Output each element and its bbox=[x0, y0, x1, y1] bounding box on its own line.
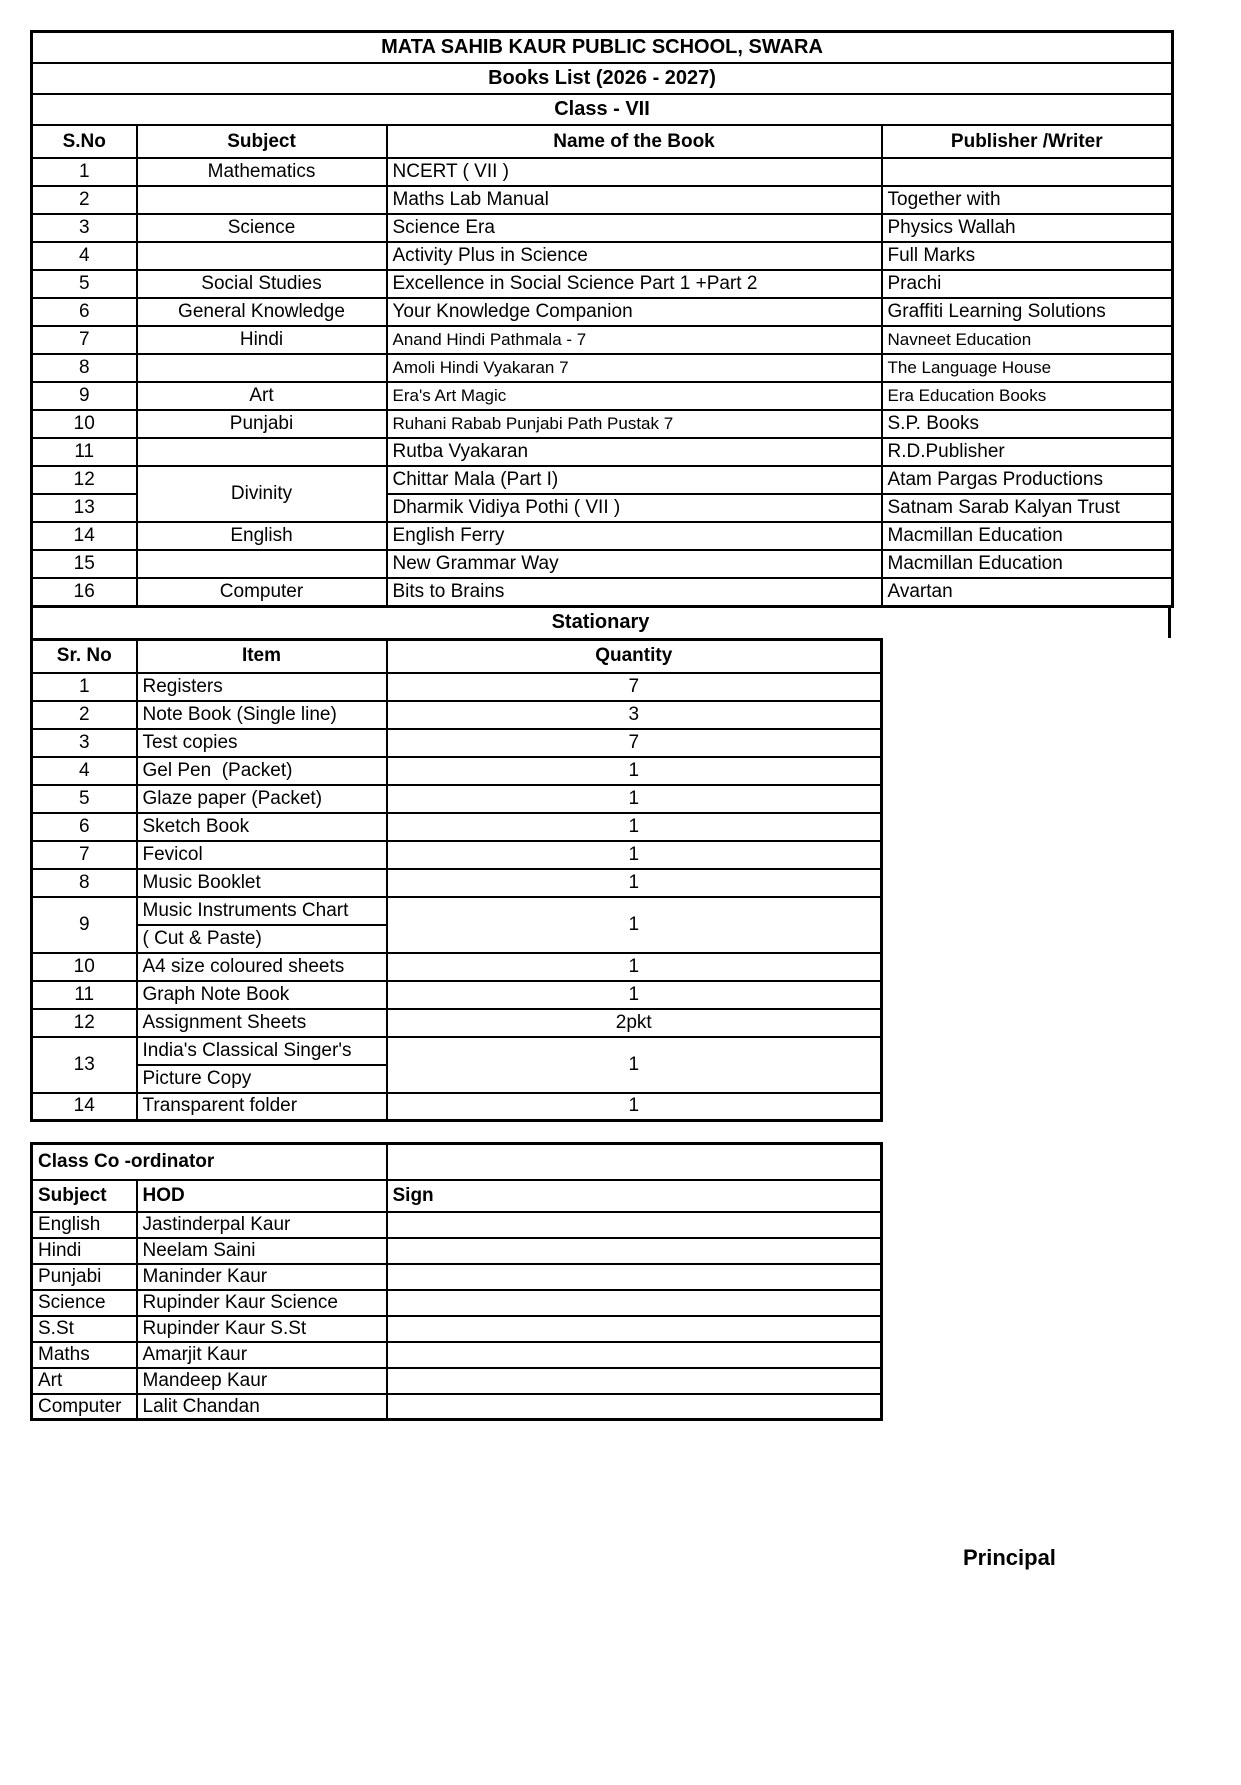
book-row-subject bbox=[137, 354, 387, 382]
book-row-publisher: R.D.Publisher bbox=[882, 438, 1173, 466]
stationary-row-quantity: 1 bbox=[387, 897, 882, 953]
coordinator-row-subject: S.St bbox=[32, 1316, 137, 1342]
book-row bbox=[32, 550, 1173, 578]
stationary-row-item-line1: Music Instruments Chart bbox=[137, 897, 387, 925]
stationary-row bbox=[32, 729, 882, 757]
book-row-sno: 15 bbox=[32, 550, 137, 578]
coordinator-row-sign bbox=[387, 1290, 882, 1316]
stationary-row-srno: 2 bbox=[32, 701, 137, 729]
book-row-publisher: Satnam Sarab Kalyan Trust bbox=[882, 494, 1173, 522]
book-row-name: Anand Hindi Pathmala - 7 bbox=[387, 326, 882, 354]
coordinator-row bbox=[32, 1212, 882, 1238]
book-row bbox=[32, 410, 1173, 438]
stationary-header-item: Item bbox=[137, 639, 387, 673]
stationary-row-quantity: 2pkt bbox=[387, 1009, 882, 1037]
coordinator-row-sign bbox=[387, 1212, 882, 1238]
stationary-row-quantity: 7 bbox=[387, 729, 882, 757]
book-row-sno: 12 bbox=[32, 466, 137, 494]
stationary-row-item: Graph Note Book bbox=[137, 981, 387, 1009]
stationary-section-title: Stationary bbox=[30, 608, 1171, 638]
stationary-header-row bbox=[32, 639, 882, 673]
book-row-name: Ruhani Rabab Punjabi Path Pustak 7 bbox=[387, 410, 882, 438]
books-list-title-row bbox=[32, 63, 1173, 94]
stationary-row bbox=[32, 869, 882, 897]
book-row-publisher: Full Marks bbox=[882, 242, 1173, 270]
coordinator-row-subject: Art bbox=[32, 1368, 137, 1394]
stationary-row-quantity: 1 bbox=[387, 1037, 882, 1093]
stationary-row-srno: 4 bbox=[32, 757, 137, 785]
book-row-name: Era's Art Magic bbox=[387, 382, 882, 410]
books-header-sno: S.No bbox=[32, 125, 137, 158]
book-row-publisher: Avartan bbox=[882, 578, 1173, 606]
stationary-row-srno: 8 bbox=[32, 869, 137, 897]
book-row-sno: 6 bbox=[32, 298, 137, 326]
book-row-subject: Hindi bbox=[137, 326, 387, 354]
book-row-sno: 1 bbox=[32, 158, 137, 186]
book-row-subject: Computer bbox=[137, 578, 387, 606]
book-row-subject bbox=[137, 242, 387, 270]
coordinator-row-hod: Neelam Saini bbox=[137, 1238, 387, 1264]
stationary-row-srno: 11 bbox=[32, 981, 137, 1009]
book-row bbox=[32, 298, 1173, 326]
book-row-name: Chittar Mala (Part I) bbox=[387, 466, 882, 494]
book-row-name: Rutba Vyakaran bbox=[387, 438, 882, 466]
stationary-row-item: Sketch Book bbox=[137, 813, 387, 841]
books-table-body bbox=[32, 158, 1173, 606]
stationary-row-srno: 13 bbox=[32, 1037, 137, 1093]
book-row-subject bbox=[137, 550, 387, 578]
book-row bbox=[32, 466, 1173, 494]
book-row-name: Activity Plus in Science bbox=[387, 242, 882, 270]
stationary-row-quantity: 7 bbox=[387, 673, 882, 701]
stationary-row-item: Test copies bbox=[137, 729, 387, 757]
coordinator-title-empty-cell bbox=[387, 1144, 882, 1180]
stationary-row bbox=[32, 981, 882, 1009]
book-row-publisher: S.P. Books bbox=[882, 410, 1173, 438]
book-row-subject bbox=[137, 438, 387, 466]
coordinator-section-title: Class Co -ordinator bbox=[32, 1144, 387, 1180]
books-header-publisher: Publisher /Writer bbox=[882, 125, 1173, 158]
coordinator-title-row bbox=[32, 1144, 882, 1180]
coordinator-row-sign bbox=[387, 1316, 882, 1342]
stationary-row bbox=[32, 813, 882, 841]
book-row-sno: 3 bbox=[32, 214, 137, 242]
book-row bbox=[32, 578, 1173, 606]
stationary-row-srno: 3 bbox=[32, 729, 137, 757]
coordinator-header-subject: Subject bbox=[32, 1180, 137, 1212]
coordinator-row-subject: English bbox=[32, 1212, 137, 1238]
coordinator-row-subject: Hindi bbox=[32, 1238, 137, 1264]
document-page bbox=[0, 30, 1241, 1785]
book-row-sno: 8 bbox=[32, 354, 137, 382]
coordinator-row-subject: Science bbox=[32, 1290, 137, 1316]
coordinator-row bbox=[32, 1368, 882, 1394]
coordinator-row-subject: Punjabi bbox=[32, 1264, 137, 1290]
stationary-table-body bbox=[32, 673, 882, 1121]
coordinator-row bbox=[32, 1290, 882, 1316]
stationary-row bbox=[32, 1037, 882, 1065]
books-list-title: Books List (2026 - 2027) bbox=[32, 63, 1173, 94]
book-row-name: NCERT ( VII ) bbox=[387, 158, 882, 186]
coordinator-row-hod: Amarjit Kaur bbox=[137, 1342, 387, 1368]
stationary-row-quantity: 1 bbox=[387, 785, 882, 813]
stationary-row-item: Note Book (Single line) bbox=[137, 701, 387, 729]
stationary-row-srno: 6 bbox=[32, 813, 137, 841]
coordinator-row-hod: Rupinder Kaur S.St bbox=[137, 1316, 387, 1342]
stationary-row-srno: 7 bbox=[32, 841, 137, 869]
stationary-row bbox=[32, 841, 882, 869]
coordinator-header-hod: HOD bbox=[137, 1180, 387, 1212]
class-title-row bbox=[32, 94, 1173, 125]
book-row bbox=[32, 270, 1173, 298]
stationary-row-item: Fevicol bbox=[137, 841, 387, 869]
stationary-row-quantity: 3 bbox=[387, 701, 882, 729]
book-row-sno: 10 bbox=[32, 410, 137, 438]
book-row-subject: Science bbox=[137, 214, 387, 242]
stationary-row-srno: 10 bbox=[32, 953, 137, 981]
book-row-publisher: Macmillan Education bbox=[882, 550, 1173, 578]
coordinator-row bbox=[32, 1394, 882, 1420]
book-row bbox=[32, 438, 1173, 466]
book-row-sno: 2 bbox=[32, 186, 137, 214]
book-row-name: Science Era bbox=[387, 214, 882, 242]
stationary-row bbox=[32, 701, 882, 729]
book-row-publisher: Atam Pargas Productions bbox=[882, 466, 1173, 494]
coordinator-row-hod: Rupinder Kaur Science bbox=[137, 1290, 387, 1316]
coordinator-row bbox=[32, 1342, 882, 1368]
book-row-name: Amoli Hindi Vyakaran 7 bbox=[387, 354, 882, 382]
books-header-subject: Subject bbox=[137, 125, 387, 158]
book-row-name: New Grammar Way bbox=[387, 550, 882, 578]
coordinator-row-sign bbox=[387, 1368, 882, 1394]
stationary-row-item-line2: Picture Copy bbox=[137, 1065, 387, 1093]
stationary-row bbox=[32, 953, 882, 981]
stationary-header-quantity: Quantity bbox=[387, 639, 882, 673]
stationary-row-quantity: 1 bbox=[387, 1093, 882, 1121]
book-row-sno: 5 bbox=[32, 270, 137, 298]
school-name-row bbox=[32, 32, 1173, 64]
book-row-name: Bits to Brains bbox=[387, 578, 882, 606]
class-title: Class - VII bbox=[32, 94, 1173, 125]
coordinator-row-subject: Maths bbox=[32, 1342, 137, 1368]
book-row-publisher: Physics Wallah bbox=[882, 214, 1173, 242]
book-row-subject: English bbox=[137, 522, 387, 550]
stationary-row-srno: 9 bbox=[32, 897, 137, 953]
book-row-name: Excellence in Social Science Part 1 +Part 2 bbox=[387, 270, 882, 298]
stationary-row-srno: 14 bbox=[32, 1093, 137, 1121]
book-row bbox=[32, 158, 1173, 186]
book-row-subject: Art bbox=[137, 382, 387, 410]
book-row-sno: 4 bbox=[32, 242, 137, 270]
stationary-header-srno: Sr. No bbox=[32, 639, 137, 673]
coordinator-row-sign bbox=[387, 1264, 882, 1290]
stationary-row-quantity: 1 bbox=[387, 953, 882, 981]
stationary-row-quantity: 1 bbox=[387, 869, 882, 897]
stationary-row-item: Transparent folder bbox=[137, 1093, 387, 1121]
stationary-row-item: A4 size coloured sheets bbox=[137, 953, 387, 981]
coordinator-row bbox=[32, 1238, 882, 1264]
book-row-publisher: Graffiti Learning Solutions bbox=[882, 298, 1173, 326]
coordinator-row-sign bbox=[387, 1394, 882, 1420]
coordinator-row-sign bbox=[387, 1238, 882, 1264]
stationary-row bbox=[32, 897, 882, 925]
coordinator-row-hod: Mandeep Kaur bbox=[137, 1368, 387, 1394]
stationary-row-item: Music Booklet bbox=[137, 869, 387, 897]
book-row-sno: 11 bbox=[32, 438, 137, 466]
stationary-row-quantity: 1 bbox=[387, 757, 882, 785]
book-row bbox=[32, 186, 1173, 214]
book-row-subject: Punjabi bbox=[137, 410, 387, 438]
book-row-sno: 9 bbox=[32, 382, 137, 410]
book-row-name: Your Knowledge Companion bbox=[387, 298, 882, 326]
book-row bbox=[32, 326, 1173, 354]
coordinator-row-subject: Computer bbox=[32, 1394, 137, 1420]
book-row-sno: 7 bbox=[32, 326, 137, 354]
stationary-row-quantity: 1 bbox=[387, 841, 882, 869]
coordinator-row-hod: Maninder Kaur bbox=[137, 1264, 387, 1290]
stationary-row bbox=[32, 1009, 882, 1037]
stationary-row bbox=[32, 673, 882, 701]
coordinator-table bbox=[30, 1142, 883, 1421]
coordinator-row-hod: Lalit Chandan bbox=[137, 1394, 387, 1420]
stationary-row-item: Gel Pen (Packet) bbox=[137, 757, 387, 785]
stationary-row bbox=[32, 757, 882, 785]
book-row bbox=[32, 522, 1173, 550]
coordinator-row-hod: Jastinderpal Kaur bbox=[137, 1212, 387, 1238]
book-row-publisher: Prachi bbox=[882, 270, 1173, 298]
book-row-name: Dharmik Vidiya Pothi ( VII ) bbox=[387, 494, 882, 522]
book-row-subject bbox=[137, 186, 387, 214]
book-row bbox=[32, 354, 1173, 382]
books-table bbox=[30, 30, 1174, 608]
book-row-sno: 14 bbox=[32, 522, 137, 550]
book-row-name: English Ferry bbox=[387, 522, 882, 550]
coordinator-row bbox=[32, 1316, 882, 1342]
coordinator-header-sign: Sign bbox=[387, 1180, 882, 1212]
stationary-row-quantity: 1 bbox=[387, 813, 882, 841]
book-row-publisher: Navneet Education bbox=[882, 326, 1173, 354]
book-row-name: Maths Lab Manual bbox=[387, 186, 882, 214]
book-row bbox=[32, 242, 1173, 270]
book-row-publisher: Together with bbox=[882, 186, 1173, 214]
book-row-publisher: The Language House bbox=[882, 354, 1173, 382]
coordinator-header-row bbox=[32, 1180, 882, 1212]
books-header-book: Name of the Book bbox=[387, 125, 882, 158]
book-row-sno: 16 bbox=[32, 578, 137, 606]
book-row-subject: Divinity bbox=[137, 466, 387, 522]
book-row-subject: Mathematics bbox=[137, 158, 387, 186]
book-row-sno: 13 bbox=[32, 494, 137, 522]
stationary-row-item: Glaze paper (Packet) bbox=[137, 785, 387, 813]
stationary-row bbox=[32, 1093, 882, 1121]
stationary-table bbox=[30, 638, 883, 1123]
book-row-subject: Social Studies bbox=[137, 270, 387, 298]
book-row-publisher: Era Education Books bbox=[882, 382, 1173, 410]
book-row-publisher bbox=[882, 158, 1173, 186]
stationary-row-srno: 5 bbox=[32, 785, 137, 813]
coordinator-row-sign bbox=[387, 1342, 882, 1368]
stationary-row-item-line1: India's Classical Singer's bbox=[137, 1037, 387, 1065]
stationary-row-quantity: 1 bbox=[387, 981, 882, 1009]
book-row bbox=[32, 214, 1173, 242]
stationary-row-srno: 12 bbox=[32, 1009, 137, 1037]
stationary-row-item: Registers bbox=[137, 673, 387, 701]
stationary-row-srno: 1 bbox=[32, 673, 137, 701]
book-row-subject: General Knowledge bbox=[137, 298, 387, 326]
coordinator-table-body bbox=[32, 1212, 882, 1420]
school-name: MATA SAHIB KAUR PUBLIC SCHOOL, SWARA bbox=[32, 32, 1173, 64]
stationary-row-item-line2: ( Cut & Paste) bbox=[137, 925, 387, 953]
books-header-row bbox=[32, 125, 1173, 158]
stationary-row-item: Assignment Sheets bbox=[137, 1009, 387, 1037]
coordinator-row bbox=[32, 1264, 882, 1290]
principal-label: Principal bbox=[963, 1545, 1056, 1570]
stationary-row bbox=[32, 785, 882, 813]
book-row-publisher: Macmillan Education bbox=[882, 522, 1173, 550]
book-row bbox=[32, 382, 1173, 410]
